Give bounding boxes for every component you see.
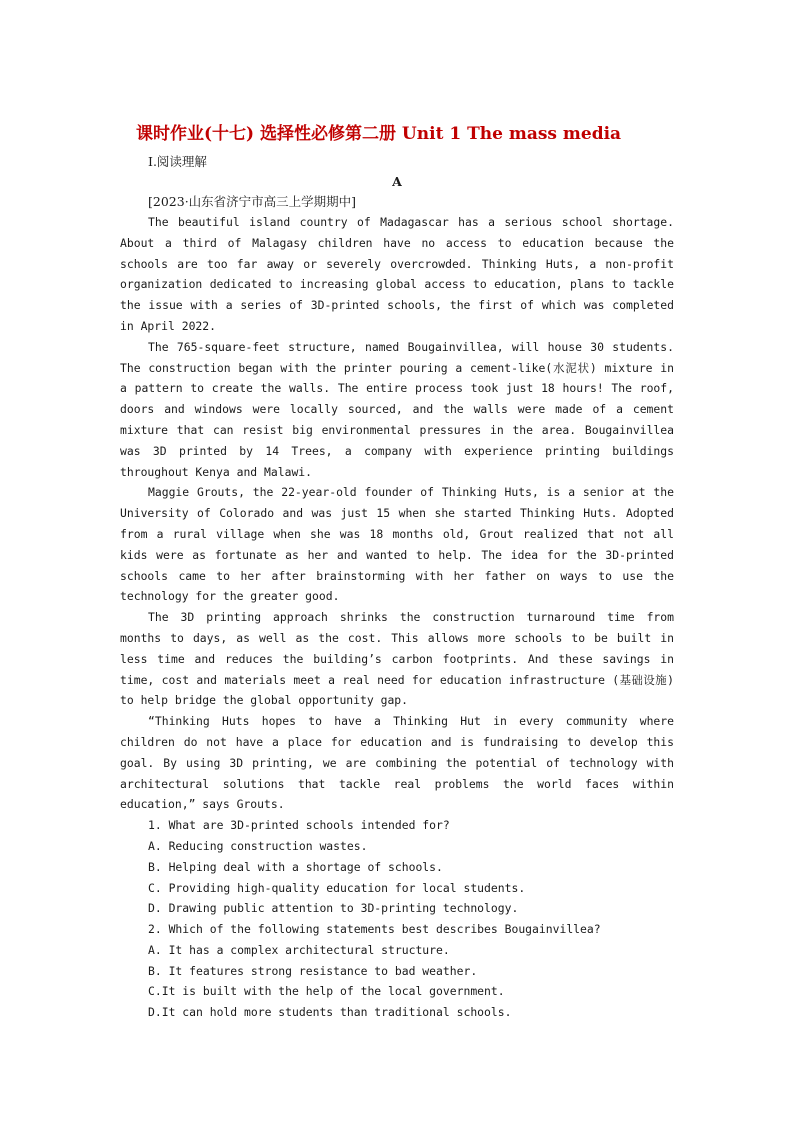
option-d: D.It can hold more students than traditional schools. xyxy=(148,1005,512,1020)
passage-source: [2023·山东省济宁市高三上学期期中] xyxy=(148,194,357,209)
option-a: A. It has a complex architectural structure. xyxy=(148,942,450,957)
option-c: C.It is built with the help of the local government. xyxy=(148,984,505,999)
section-heading: Ⅰ.阅读理解 xyxy=(148,154,207,169)
paragraph-2: The 765-square-feet structure, named Bougainvillea, will house 30 students. The construction began with the printer pouring a cement-like(水泥状) mixture in a pattern to create the walls. The entire process took just 18 hours! The roof, doors and windows were locally sourced, and the walls were made of a cement mixture that can resist big environmental pressures in the area. Bougainvillea was 3D printed by 14 Trees, a company with experience printing buildings throughout Kenya and Malawi. xyxy=(120,339,674,479)
document-page xyxy=(120,120,674,1023)
question-stem: 2. Which of the following statements best describes Bougainvillea? xyxy=(148,922,601,937)
option-b: B. Helping deal with a shortage of schools. xyxy=(148,859,443,874)
option-c: C. Providing high-quality education for local students. xyxy=(148,880,526,895)
page-title: 课时作业(十七) 选择性必修第二册 Unit 1 The mass media xyxy=(136,124,622,144)
option-d: D. Drawing public attention to 3D-printing technology. xyxy=(148,901,519,916)
paragraph-1: The beautiful island country of Madagascar has a serious school shortage. About a third of Malagasy children have no access to education because the schools are too far away or severely overcrowded. Thinking Huts, a non-profit organization dedicated to increasing global access to education, plans to tackle the issue with a series of 3D-printed schools, the first of which was completed in April 2022. xyxy=(120,215,674,333)
paragraph-5: “Thinking Huts hopes to have a Thinking Hut in every community where children do not have a place for education and is fundraising to develop this goal. By using 3D printing, we are combining the potential of technology with architectural solutions that tackle real problems the world faces within education,” says Grouts. xyxy=(120,714,674,812)
option-b: B. It features strong resistance to bad weather. xyxy=(148,963,478,978)
question-stem: 1. What are 3D-printed schools intended for? xyxy=(148,818,450,833)
passage-label: A xyxy=(392,174,402,189)
paragraph-4: The 3D printing approach shrinks the construction turnaround time from months to days, as well as the cost. This allows more schools to be built in less time and reduces the building’s carbon footprints. And these savings in time, cost and materials meet a real need for education infrastructure (基础设施) to help bridge the global opportunity gap. xyxy=(120,610,674,708)
paragraph-3: Maggie Grouts, the 22-year-old founder of Thinking Huts, is a senior at the University of Colorado and was just 15 when she started Thinking Huts. Adopted from a rural village when she was 18 months old, Grout realized that not all kids were as fortunate as her and wanted to help. The idea for the 3D-printed schools came to her after brainstorming with her father on ways to use the technology for the greater good. xyxy=(120,485,674,604)
question-2 xyxy=(120,919,674,1023)
question-1 xyxy=(120,815,674,919)
option-a: A. Reducing construction wastes. xyxy=(148,838,368,853)
